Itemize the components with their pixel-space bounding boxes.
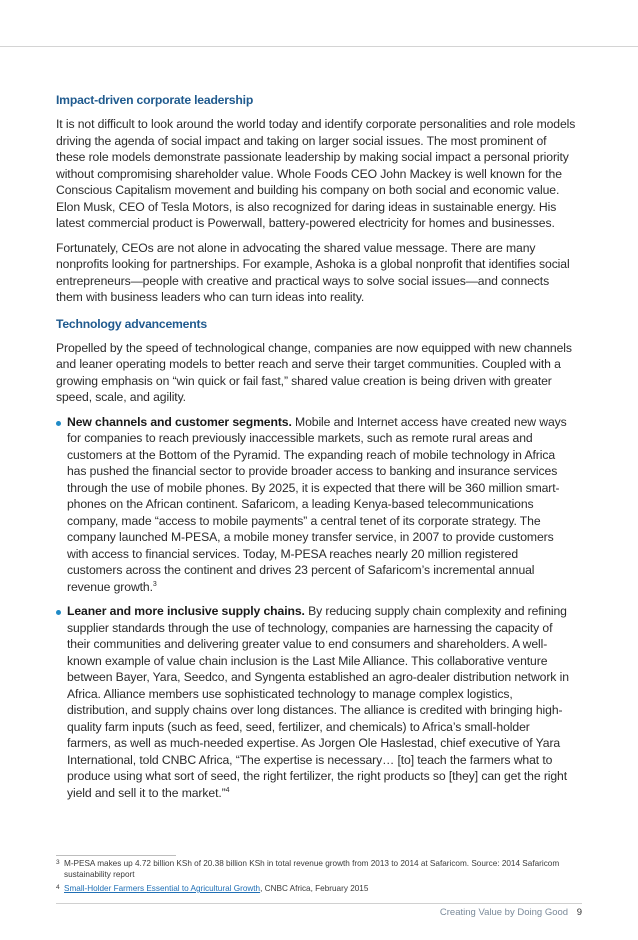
section-heading-leadership: Impact-driven corporate leadership [56, 93, 254, 107]
paragraph: Fortunately, CEOs are not alone in advocating the shared value message. There are many nonprofits looking for partnerships. For example, Ashoka is a global nonprofit that identifies social entrepreneurs—people with creative and practical ways to solve social issues—and connects them with business leaders who can turn ideas into reality. [56, 240, 570, 304]
footnote-text: , CNBC Africa, February 2015 [260, 884, 369, 893]
top-divider [0, 46, 638, 47]
footnote [56, 858, 581, 880]
footnote-text: M-PESA makes up 4.72 billion KSh of 20.38 billion KSh in total revenue growth from 2013 to 2014 at Safaricom. Source: 2014 Safaricom sustainability report [64, 859, 560, 879]
paragraph: It is not difficult to look around the world today and identify corporate personalities and role models driving the agenda of social impact and taking on larger social issues. The most prominent of these role models demonstrate passionate leadership by making social impact a personal priority without compromising shareholder value. Whole Foods CEO John Mackey is well known for the Conscious Capitalism movement and building his company on both social and economic value. Elon Musk, CEO of Tesla Motors, is also recognized for daring ideas in sustainable energy. His latest commercial product is Powerwall, battery-powered electricity for homes and businesses. [56, 117, 576, 230]
section-heading-technology: Technology advancements [56, 316, 207, 331]
bullet-icon [56, 421, 61, 426]
list-item [56, 414, 576, 596]
page-number: 9 [576, 907, 582, 918]
bullet-icon [56, 610, 61, 615]
bottom-divider [56, 903, 582, 904]
list-item [56, 603, 576, 801]
footnotes [56, 858, 581, 897]
footnote-number: 3 [56, 859, 60, 866]
bullet-text: By reducing supply chain complexity and refining supplier standards through the use of technology, companies are harnessing the capacity of their communities and delivering greater value to end consumers and shareholders. A well-known example of value chain inclusion is the Last Mile Alliance. This collaborative venture between Bayer, Yara, Seedco, and Syngenta established an agro-dealer distribution network in Africa. Alliance members use sophisticated technology to manage complex logistics, distribution, and supply chains over long distances. The alliance is credited with bringing high-quality farm inputs (such as feed, seed, fertilizer, and chemicals) to Africa’s small-holder farmers, as well as much-needed expertise. As Jorgen Ole Haslestad, chief executive of Yara International, told CNBC Africa, “The expertise is necessary… [to] teach the farmers what to produce using what sort of seed, the right fertilizer, the right products so [they] can get the right yield and sell it to the market.” [67, 604, 569, 800]
footnote-ref[interactable]: 3 [152, 580, 157, 588]
bullet-text: Mobile and Internet access have created new ways for companies to reach previously inaccessible markets, such as remote rural areas and customers at the Bottom of the Pyramid. The expanding reach of mobile technology in Africa has pushed the financial sector to provide broader access to banking and insurance services through the use of mobile phones. By 2025, it is expected that there will be 360 million smart-phones on the African continent. Safaricom, a leading Kenya-based telecommunications company, made “access to mobile payments” a central tenet of its corporate strategy. The company launched M-PESA, a mobile money transfer service, in 2007 to provide customers with access to financial services. Today, M-PESA reaches nearly 20 million registered customers across the continent and drives 23 percent of Safaricom’s incremental annual revenue growth. [67, 414, 567, 594]
footnote-divider [56, 855, 176, 856]
footnote-number: 4 [56, 884, 60, 891]
main-content [56, 92, 576, 809]
footnote-link[interactable]: Small-Holder Farmers Essential to Agricultural Growth [64, 884, 261, 893]
bullet-title: New channels and customer segments. [67, 414, 292, 429]
bullet-list [56, 414, 576, 802]
page-footer [440, 907, 582, 918]
paragraph: Propelled by the speed of technological change, companies are now equipped with new channels and leaner operating models to better reach and serve their target communities. Coupled with a growing emphasis on “win quick or fail fast,” shared value creation is being driven with greater speed, scale, and agility. [56, 340, 572, 404]
footer-title: Creating Value by Doing Good [439, 907, 569, 918]
footnote [56, 883, 581, 894]
bullet-title: Leaner and more inclusive supply chains. [67, 604, 305, 618]
footnote-ref[interactable]: 4 [225, 786, 230, 794]
